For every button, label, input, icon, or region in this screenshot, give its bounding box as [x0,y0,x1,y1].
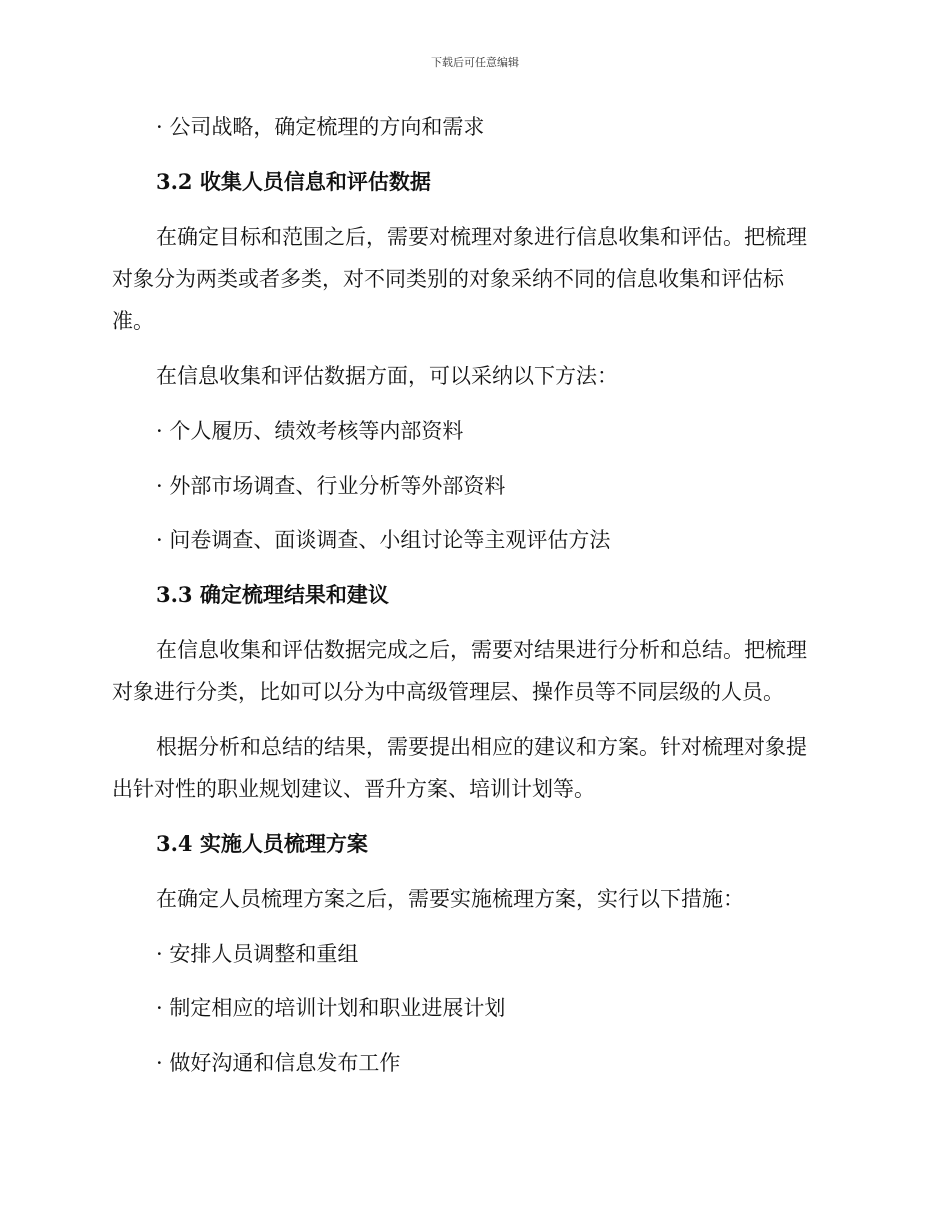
paragraph-line: 在确定人员梳理方案之后，需要实施梳理方案，实行以下措施： [156,887,744,911]
section-heading-3-2: 3.2 收集人员信息和评估数据 [156,169,431,194]
paragraph-line: 在信息收集和评估数据方面，可以采纳以下方法： [156,364,618,388]
bullet-item: · 安排人员调整和重组 [156,942,359,966]
paragraph-line: 在确定目标和范围之后，需要对梳理对象进行信息收集和评估。把梳理 [156,225,807,249]
bullet-item: · 个人履历、绩效考核等内部资料 [156,419,464,443]
bullet-item: · 做好沟通和信息发布工作 [156,1051,401,1075]
paragraph-line: 在信息收集和评估数据完成之后，需要对结果进行分析和总结。把梳理 [156,638,807,662]
bullet-item: · 问卷调查、面谈调查、小组讨论等主观评估方法 [156,528,611,552]
bullet-item: · 制定相应的培训计划和职业进展计划 [156,996,506,1020]
paragraph-line: 出针对性的职业规划建议、晋升方案、培训计划等。 [112,777,595,801]
section-heading-3-3: 3.3 确定梳理结果和建议 [156,582,389,607]
bullet-item: · 外部市场调查、行业分析等外部资料 [156,474,506,498]
bullet-strategy: · 公司战略，确定梳理的方向和需求 [156,115,485,139]
section-heading-3-4: 3.4 实施人员梳理方案 [156,831,368,856]
paragraph-line: 对象进行分类，比如可以分为中高级管理层、操作员等不同层级的人员。 [112,680,784,704]
paragraph-line: 根据分析和总结的结果，需要提出相应的建议和方案。针对梳理对象提 [156,735,807,759]
paragraph-line: 准。 [112,309,154,333]
page-header: 下载后可任意编辑 [431,56,519,69]
paragraph-line: 对象分为两类或者多类，对不同类别的对象采纳不同的信息收集和评估标 [112,267,784,291]
